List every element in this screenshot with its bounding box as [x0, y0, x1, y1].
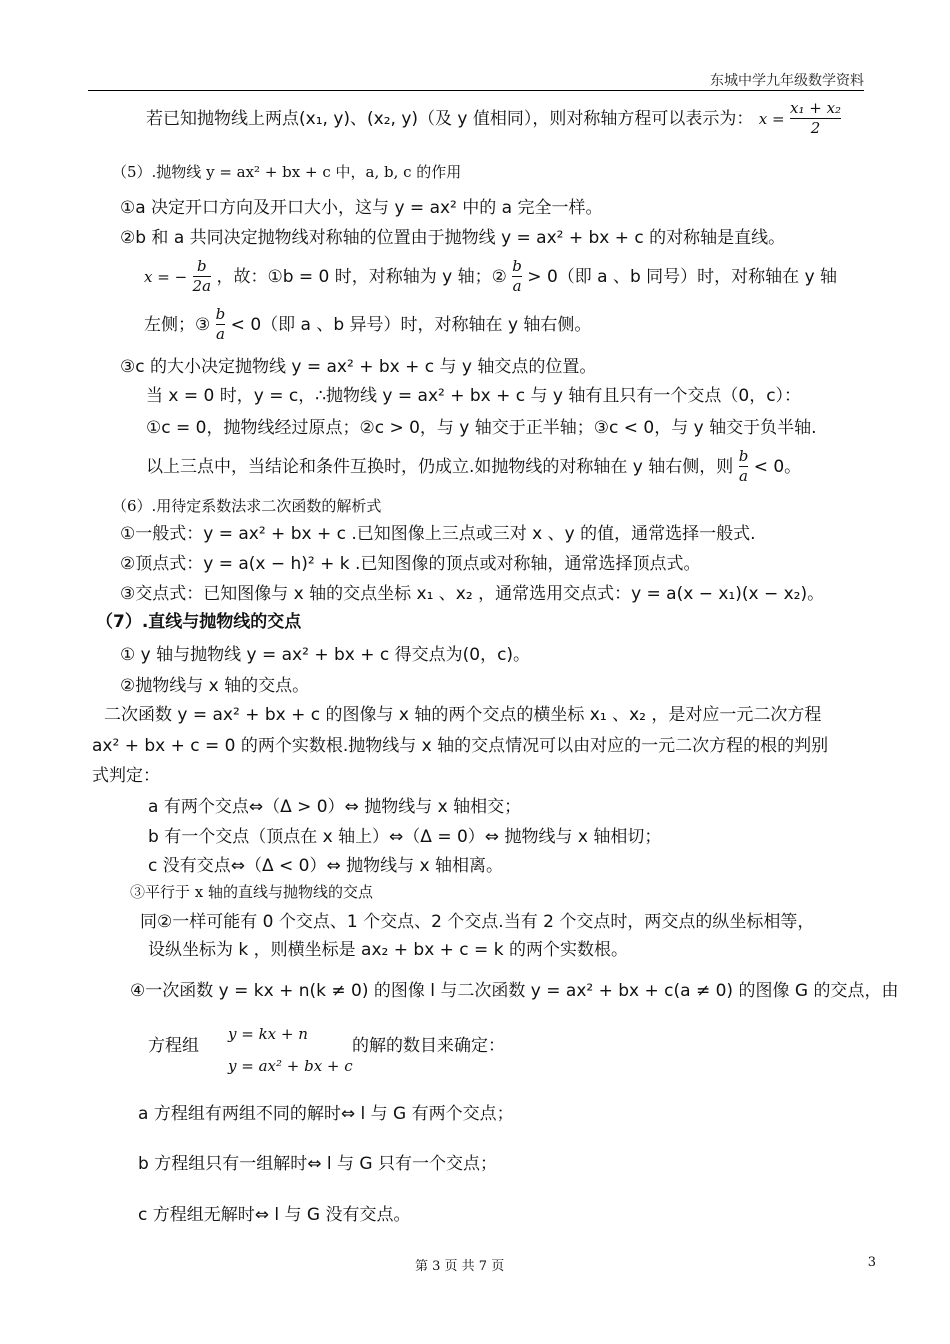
line-5-3-tail: > 0（即 a 、b 同号）时，对称轴在 y 轴 [527, 266, 838, 287]
line-5-8-fraction [739, 448, 749, 486]
fraction-den: a [512, 277, 522, 296]
header-rule [88, 90, 864, 91]
line-7-2: ②抛物线与 x 轴的交点。 [120, 676, 310, 696]
line-7-3: 二次函数 y = ax² + bx + c 的图像与 x 轴的两个交点的横坐标 x₁ 、x₂ ，是对应一元二次方程 [104, 705, 822, 725]
line-5-1: ①a 决定开口方向及开口大小，这与 y = ax² 中的 a 完全一样。 [120, 198, 603, 218]
line-7-13: c 方程组无解时⇔ l 与 G 没有交点。 [138, 1205, 411, 1225]
fraction-num: b [512, 257, 522, 275]
line-7-10-pre: 方程组 [148, 1036, 199, 1056]
line-5-8-tail: < 0。 [753, 456, 802, 477]
line-5-3-mid: ，故：①b = 0 时，对称轴为 y 轴；② [216, 266, 507, 287]
line-7-9: ④一次函数 y = kx + n(k ≠ 0) 的图像 l 与二次函数 y = ax² + bx + c(a ≠ 0) 的图像 G 的交点，由 [130, 981, 899, 1001]
axis-formula-lhs: x = [758, 109, 785, 128]
line-7-8: 设纵坐标为 k ，则横坐标是 ax₂ + bx + c = k 的两个实数根。 [148, 940, 628, 960]
line-7-6: ③平行于 x 轴的直线与抛物线的交点 [130, 883, 373, 901]
fraction-num: b [738, 447, 749, 465]
fraction-num: b [196, 257, 207, 275]
line-5-6: 当 x = 0 时，y = c，∴抛物线 y = ax² + bx + c 与 y 轴有且只有一个交点（0，c）： [146, 386, 802, 406]
line-5-3-fraction [193, 258, 212, 296]
line-5-3-lhs: x = − [144, 267, 188, 286]
line-5-4-pre: 左侧；③ [144, 314, 211, 335]
line-7-7: 同②一样可能有 0 个交点、1 个交点、2 个交点.当有 2 个交点时，两交点的纵坐标相等， [140, 912, 815, 932]
axis-formula-den: 2 [810, 119, 821, 138]
axis-formula-fraction [790, 100, 841, 138]
line-5-3 [144, 258, 837, 296]
footer-page-label: 第 3 页 共 7 页 [415, 1259, 505, 1274]
fraction-den: a [739, 467, 748, 486]
line-7-11: a 方程组有两组不同的解时⇔ l 与 G 有两个交点； [138, 1104, 514, 1124]
line-7-b: b 有一个交点（顶点在 x 轴上）⇔（Δ = 0）⇔ 抛物线与 x 轴相切； [148, 827, 662, 847]
line-7-a: a 有两个交点⇔（Δ > 0）⇔ 抛物线与 x 轴相交； [148, 797, 522, 817]
line-6-3: ③交点式：已知图像与 x 轴的交点坐标 x₁ 、x₂ ，通常选用交点式：y = a(x − x₁)(x − x₂)。 [120, 584, 825, 604]
line-5-3-fraction-2 [512, 258, 522, 296]
axis-formula-line [146, 100, 841, 138]
equation-system-line-1: y = kx + n [228, 1025, 308, 1043]
line-7-1: ① y 轴与抛物线 y = ax² + bx + c 得交点为(0，c)。 [120, 645, 531, 665]
section-5-title: （5）.抛物线 y = ax² + bx + c 中，a, b, c 的作用 [112, 163, 462, 181]
section-6-title: （6）.用待定系数法求二次函数的解析式 [112, 497, 382, 515]
line-5-4-tail: < 0（即 a 、b 异号）时，对称轴在 y 轴右侧。 [230, 314, 592, 335]
axis-formula-num: x₁ + x₂ [790, 99, 842, 117]
line-5-2: ②b 和 a 共同决定抛物线对称轴的位置由于抛物线 y = ax² + bx + c 的对称轴是直线。 [120, 228, 786, 248]
line-5-7: ①c = 0，抛物线经过原点；②c > 0，与 y 轴交于正半轴；③c < 0，与 y 轴交于负半轴. [146, 418, 817, 438]
axis-formula-text: 若已知抛物线上两点(x₁, y)、(x₂, y)（及 y 值相同），则对称轴方程可以表示为： [146, 108, 754, 129]
line-7-c: c 没有交点⇔（Δ < 0）⇔ 抛物线与 x 轴相离。 [148, 856, 504, 876]
line-5-4 [144, 306, 591, 344]
line-5-5: ③c 的大小决定抛物线 y = ax² + bx + c 与 y 轴交点的位置。 [120, 357, 597, 377]
line-7-12: b 方程组只有一组解时⇔ l 与 G 只有一个交点； [138, 1154, 497, 1174]
header-title: 东城中学九年级数学资料 [710, 73, 864, 89]
fraction-den: a [215, 325, 225, 344]
line-7-5: 式判定： [92, 766, 160, 786]
line-5-8-text: 以上三点中，当结论和条件互换时，仍成立.如抛物线的对称轴在 y 轴右侧，则 [146, 456, 734, 477]
line-6-1: ①一般式：y = ax² + bx + c .已知图像上三点或三对 x 、y 的值，通常选择一般式. [120, 524, 756, 544]
footer-page-number: 3 [867, 1255, 876, 1270]
line-5-4-fraction [216, 306, 226, 344]
line-7-4: ax² + bx + c = 0 的两个实数根.抛物线与 x 轴的交点情况可以由对应的一元二次方程的根的判别 [92, 736, 829, 756]
fraction-den: 2a [192, 277, 212, 296]
fraction-num: b [215, 305, 226, 323]
equation-system-line-2: y = ax² + bx + c [228, 1057, 353, 1075]
line-6-2: ②顶点式：y = a(x − h)² + k .已知图像的顶点或对称轴，通常选择顶点式。 [120, 554, 701, 574]
section-7-title: （7）.直线与抛物线的交点 [96, 612, 302, 632]
line-5-8 [146, 448, 801, 486]
line-7-10-tail: 的解的数目来确定： [352, 1036, 505, 1056]
